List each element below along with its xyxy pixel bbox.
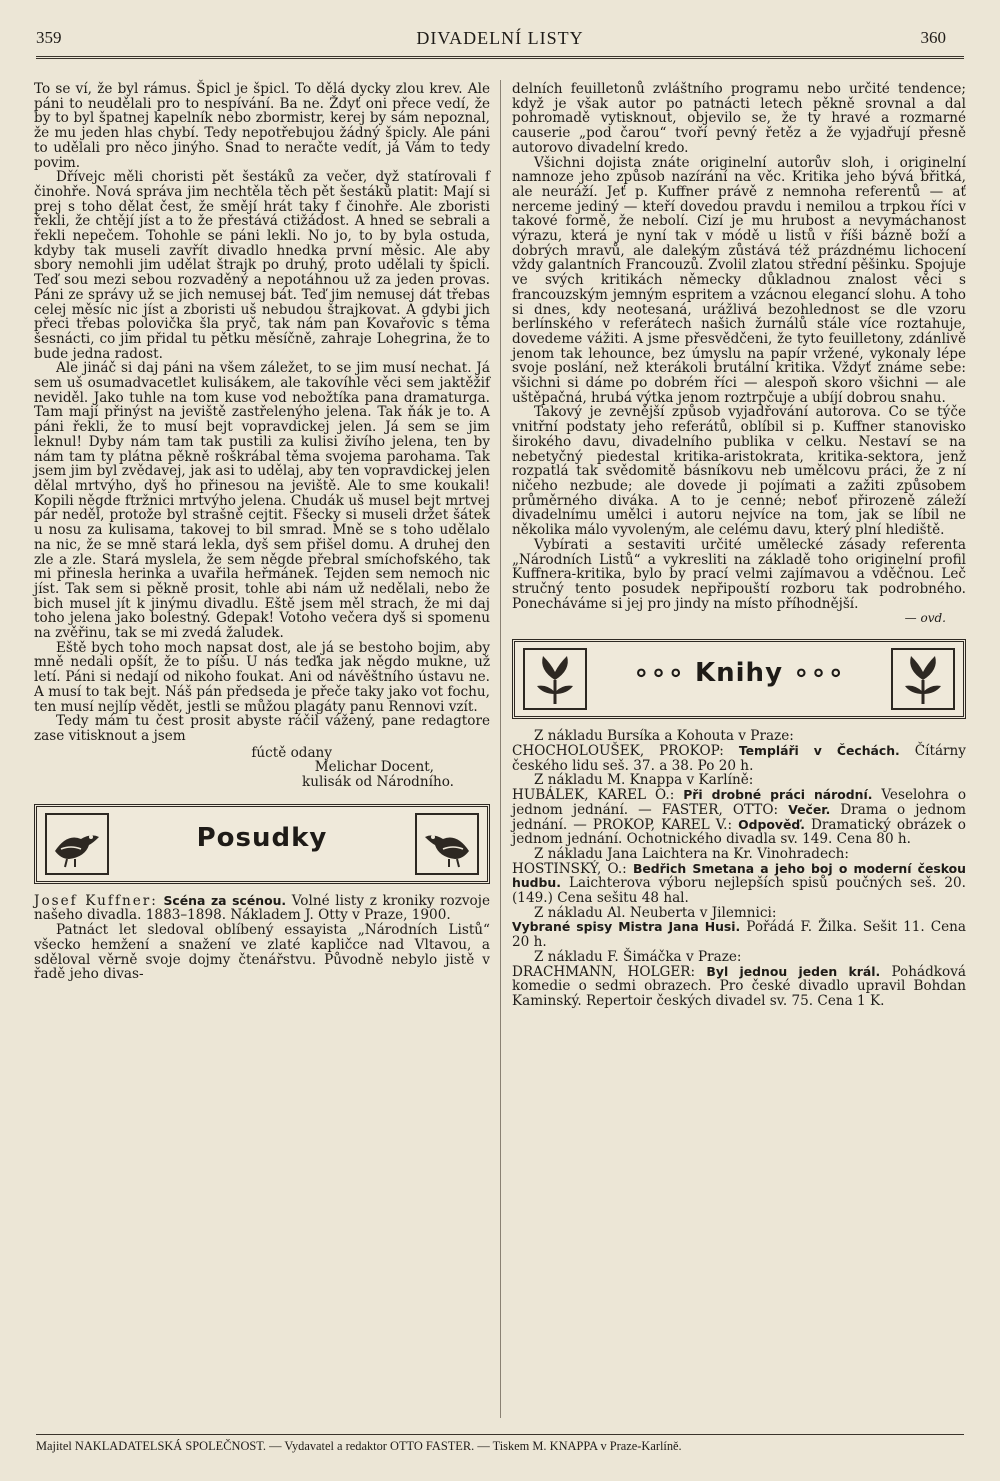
review-details: Volné listy z kroniky rozvoje našeho divadla. 1883–1898. Nákladem J. Otty v Praze, 1900. [34,892,490,924]
book-author: HOSTINSKÝ, O.: [512,860,627,877]
page-number-left: 359 [36,28,62,47]
column-divider [500,80,501,1418]
flower-ornament-icon [891,648,955,710]
book-title: Vybrané spisy Mistra Jana Husi. [512,919,741,935]
book-title: Při drobné práci národní. [683,787,873,803]
right-column [512,82,966,1009]
section-banner-posudky [34,804,490,884]
book-details: Pohádková komedie o sedmi obrazech. Pro české divadlo upravil Bohdan Kaminský. Repertoir českých divadel sv. 75. Cena 1 K. [512,963,967,1009]
flourish-dots: ∘∘∘ [793,658,845,689]
book-entry [512,788,966,847]
author-signature: — ovd. [904,611,946,626]
review-book-title: Scéna za scénou. [163,892,287,908]
page-number-right: 360 [920,28,946,47]
book-author: HUBÁLEK, KAREL O.: [512,787,675,804]
review-paragraph: Všichni dojista znáte originelní autorův sloh, i originelní namnoze jeho způsob nazírání na věc. Kritika jeho bývá břitká, ale neuráží. Jeť p. Kuffner právě z nemnoha referentů — ať nerceme jediný — kteří dovedou pravdu i nemilou a trpkou říci v takové formě, že nebolí. Cizí je mu hrubost a nevymáchanost výrazu, která je nyní tak v módě u listů v říši bázně boží a dobrých mravů, ale dalekým zůstává též prázdnému lichocení vždy galantních Francouzů. Zvolil zlatou střední pěšinku. Spojuje ve svých kritikách německy důkladnou znalost věci s francouzským jemným espritem a vzácnou elegancí slohu. A toho si dnes, kdy neotesaná, urážlivá bezohlednost se dle vzoru berlínského v referátech našich žurnálů stále více roztahuje, dovedeme vážiti. A jsme přesvědčeni, že tyto feuilletony, zdánlivě jenom tak lehounce, bez úmyslu na papír vržené, vykonaly lépe svoje poslání, než kterákoli brutální kritika. Vždyť známe sebe: všichni si dáme po dobrém říci — alespoň skoro všichni — ale uštěpačná, hrubá výtka jenom roztrpčuje a ubíjí dobrou snahu. [512,154,966,406]
book-list [512,729,966,1008]
review-paragraph [34,894,490,923]
section-title-posudky: Posudky [196,822,328,853]
imprint-footer: Majitel NAKLADATELSKÁ SPOLEČNOST. — Vydavatel a redaktor OTTO FASTER. — Tiskem M. KNAPPA v Praze-Karlíně. [36,1434,964,1454]
book-title: Bedřich Smetana a jeho boj o moderní českou hudbu. [512,860,966,891]
book-details: Drama o jednom jednání. — PROKOP, KAREL V.: [512,801,966,833]
book-details: Dramatický obrázek o jednom jednání. Ochotnického divadla sv. 149. Cena 80 h. [512,816,966,848]
book-publisher: Z nákladu Jana Laichtera na Kr. Vinohradech: [534,845,850,862]
review-paragraph: Patnáct let sledoval oblíbený essayista „Národních Listů“ všecko hemžení a snažení ve zlaté kapličce nad Vltavou, a sděloval věrně svoje dojmy čtenářstvu. Původně nebylo jistě v řadě jeho divas- [34,922,490,983]
book-author: CHOCHOLOUŠEK, PROKOP: [512,743,724,760]
book-entry [512,862,966,906]
book-details: Laichterova výboru nejlepších spisů poučných seš. 20. (149.) Cena sešitu 48 hal. [512,875,966,907]
letter-paragraph: To se ví, že byl rámus. Špicl je špicl. To dělá dycky zlou krev. Ale páni to neudělali pro to nespívání. Ba ne. Ždyť oni přece vedí, že by to byl špatnej kapelník nebo zbormistr, kerej by sám nepoznal, že mu jeden hlas chybí. Tedy nepotřebujou žádný špicly. Ale páni to udělali pro něco jinýho. Snad to neračte vedít, já Vám to tedy povim. [34,81,490,171]
journal-title: DIVADELNÍ LISTY [416,28,584,48]
book-details: Pořádá F. Žilka. Sešit 11. Cena 20 h. [512,919,967,951]
book-title: Byl jednou jeden král. [706,963,881,979]
book-entry [512,920,966,949]
review-paragraph: delních feuilletonů zvláštního programu nebo určité tendence; když je však autor po patnácti letech pěkně srovnal a dal pohromadě vytisknout, objevilo se, že ty hravé a rozmarné causerie „pod čarou“ tvoří pevný řetěz a že vyjadřují přesně autorovo divadelní kredo. [512,81,966,156]
signature-line: fúctě odany [251,744,332,761]
review-author: Josef Kuffner: [34,892,158,909]
book-entry [512,744,966,773]
letter-paragraph: Tedy mám tu čest prosit abyste ráčil vážený, pane redagtore zase vitisknout a jsem [34,713,490,744]
letter-paragraph: Eště bych toho moch napsat dost, ale já se bestoho bojim, aby mně nedali opšít, že to píšu. U nás teďka jak něgdo mukne, už letí. Páni si nedají od nikoho foukat. Ani od návěštního ústavu ne. A musí to tak bejt. Náš pán předseda je přeče taky jako vot fochu, ten musí nejlíp vědět, jestli se můžou plagáty panu Rennovi vzít. [34,639,490,715]
book-entry [512,965,966,1009]
review-paragraph: Vybírati a sestaviti určité umělecké zásady referenta „Národních Listů“ a vykresliti na základě toho originelní profil Kuffnera-kritika, bylo by prací velmi zajímavou a vděčnou. Leč stručný tento posudek nepřipouští rozboru tak podrobného. Ponecháváme si jej pro jindy na místo příhodnější. [512,536,966,612]
signature-line: kulisák od Národního. [301,774,454,791]
letter-signature [34,746,490,790]
letter-paragraph: Dřívejc měli choristi pět šestáků za večer, dyž statírovali f činohře. Nová správa jim nechtěla těch pět šestáků platit: Mají si prej s toho dělat čest, že smějí hrát taky f činohře. Ale zboristi řekli, že chtějí jíst a to že přestává ctižádost. A hned se sebrali a řekli nepečem. Tohohle se páni lekli. No jo, to by byla ostuda, kdyby tak museli zavřít divadlo hnedka první měsic. Ale aby sbory nemohli jim udělat štrajk po druhý, proto udělali ty špicli. Teď sou mezi sebou rozvaděný a nepotáhnou už za jeden provas. Páni ze správy už se jich nemusej bát. Teď jim nemusej dát třebas celej měsíc nic jíst a zboristi uš nebudou štrajkovat. A gdybi jich přeci třebas polovička šla pryč, tak nám pan Kovařovic s těma šesnácti, co jim přidal tu pětku měsíčně, zahraje Lohegrina, že to bude jedna radost. [34,169,490,362]
bird-ornament-icon [415,813,479,875]
letter-paragraph: Ale jináč si daj páni na všem záležet, to se jim musí nechat. Já sem uš osumadvacetlet kulisákem, ale takovíhle věci sem jaktěžif neviděl. Jako tuhle na tom kuse vod nebožtíka pana dramaturga. Tam mají přinýst na jeviště zastřelenýho jelena. Tak ňák je to. A páni řekli, že to musí bejt vopravdickej jelen. Já sem se jim leknul! Dyby nám tam tak pustili za kulisi živího jelena, ten by nám tam ty plátna pěkně roškrábal těma svojema parohama. Tak jsem jim byl zvědavej, jak asi to udělaj, aby ten vopravdickej jelen dělal mrtvýho, dyš ho přinesou na jeviště. Ale to sme koukali! Kopili něgde ftržnici mrtvýho jelena. Chudák uš musel bejt mrtvej pár neděl, protože byl strašně cejtit. Fšecky si museli držet šátek u nosu za kulisama, takovej to bil smrad. Mně se s toho udělalo na nic, že se mně stará lekla, dyš sem přišel domu. A druhej den zle a zle. Stará myslela, že sem něgde přebral smíchofského, tak mi přinesla herinka a uvařila heřmánek. Tejden sem nemoch nic jíst. Tak sem si pěkně prosit, tohle abi nám už nedělali, nebo že bich musel jít k jinýmu divadlu. Eště jsem měl strach, že mi daj toho jelena jako bolestný. Gdepak! Votoho večera dyš si spomenu na zvěřinu, tak se mi zvedá žaludek. [34,360,490,642]
flourish-dots: ∘∘∘ [633,658,685,689]
book-details: Veselohra o jednom jednání. — FASTER, OTTO: [512,787,966,818]
book-title: Odpověď. [738,816,805,832]
running-head [36,26,964,59]
book-author: DRACHMANN, HOLGER: [512,963,696,980]
book-title: Templáři v Čechách. [738,743,900,759]
signature-line: Melichar Docent, [314,759,434,776]
review-paragraph: Takový je zevnější způsob vyjadřování autorova. Co se týče vnitřní podstaty jeho referátů, oblíbil si p. Kuffner stanovisko širokého davu, divadelního publika v celku. Nestaví se na nebetyčný piedestal kritika-aristokrata, kritika-sektora, jenž rozpatlá tak svědomitě básníkovu neb umělcovu práci, že z ní ničeho nezbude; ale dovede ji pojímati a zažiti způsobem průměrného diváka. A to je cenné; neboť přirozeně záleží divadelnímu umělci i autoru nejvíce na tom, jak se líbil ne několika málo vyvoleným, ale celému davu, který plní hlediště. [512,404,966,539]
left-column [34,82,490,982]
section-banner-knihy [512,639,966,719]
book-title: Večer. [788,801,831,817]
book-publisher: Z nákladu F. Šimáčka v Praze: [534,948,742,965]
section-title-knihy-text: Knihy [694,658,784,689]
book-details: Čítárny českého lidu seš. 37. a 38. Po 20 h. [512,743,966,774]
book-publisher: Z nákladu M. Knappa v Karlíně: [534,772,754,789]
book-publisher: Z nákladu Bursíka a Kohouta v Praze: [534,728,794,745]
book-publisher: Z nákladu Al. Neuberta v Jilemnici: [534,904,777,921]
